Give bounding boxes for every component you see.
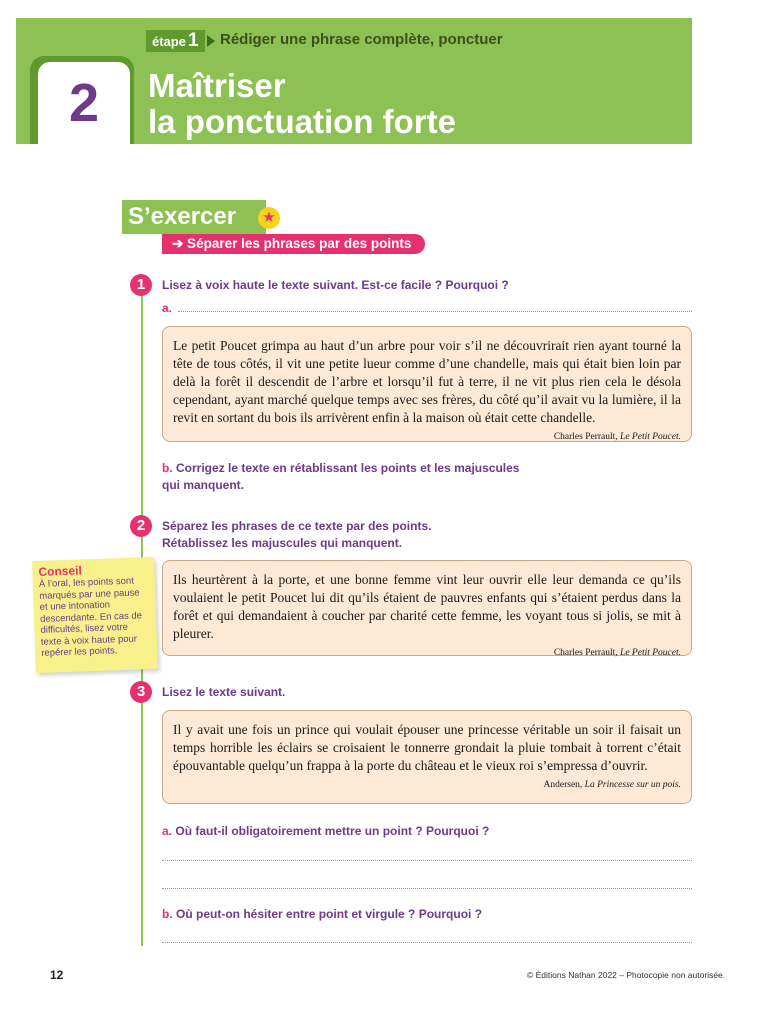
star-icon: ★ (258, 207, 280, 229)
conseil-title: Conseil (38, 563, 83, 579)
answer-line[interactable] (178, 311, 692, 312)
source-title: Le Petit Poucet. (620, 648, 681, 658)
source-author: Charles Perrault, (553, 648, 618, 658)
exercise-3-a (162, 823, 489, 840)
exercise-1-source (173, 431, 681, 444)
conseil-text: À l’oral, les points sont marqués par une pause et une intonation descendante. En cas de difficultés, lisez votre texte à voix haute pour repérer les points. (38, 575, 143, 659)
exercise-2-instruction (162, 518, 431, 552)
exercise-3-a-question: Où faut-il obligatoirement mettre un point ? Pourquoi ? (175, 824, 490, 838)
exercise-2-text-box (162, 560, 692, 656)
exercise-2-text: Ils heurtèrent à la porte, et une bonne femme vint leur ouvrir elle leur demanda ce qu’ils voulaient le petit Poucet lui dit qu’ils étaient de pauvres enfants qui s’étaient perdus dans la forêt et qui demandaient à coucher par charité cette femme, les voyant tous si jolis, se mit à pleurer. (173, 572, 681, 641)
exercise-3-instruction: Lisez le texte suivant. (162, 685, 286, 699)
exercise-1-text: Le petit Poucet grimpa au haut d’un arbre pour voir s’il ne découvrirait rien ayant tourné la tête de tous côtés, il vit une petite lueur comme d’une chandelle, mais qui était bien loin par delà la forêt il descendit de l’arbre et lorsqu’il fut à terre, il ne vit plus rien cela le désola cependant, ayant marché quelque temps avec ses frères, du côté qu’il avait vu la lumière, il la revit en sortant du bois ils arrivèrent enfin à la maison où était cette chandelle. (173, 338, 681, 425)
copyright-notice: © Éditions Nathan 2022 – Photocopie non autorisée. (527, 970, 726, 980)
chapter-title-line2: la ponctuation forte (148, 103, 456, 140)
exercise-3-text: Il y avait une fois un prince qui voulait épouser une princesse véritable un soir il faisait un temps horrible les éclairs se croisaient le tonnerre grondait la pluie tombait à torrent c’était épouvantable quelqu’un frappa à la porte du château et le vieux roi s’empressa d’ouvrir. (173, 722, 681, 773)
conseil-note (32, 557, 158, 673)
exercise-1-a-label: a. (162, 301, 173, 315)
exercise-1-instruction: Lisez à voix haute le texte suivant. Est-ce facile ? Pourquoi ? (162, 278, 509, 292)
exercise-1-b-line1: Corrigez le texte en rétablissant les points et les majuscules (176, 461, 520, 475)
answer-line[interactable] (162, 942, 692, 943)
source-title: Le Petit Poucet. (620, 432, 681, 442)
exercise-3-a-label: a. (162, 824, 173, 838)
etape-label: étape (152, 33, 186, 49)
subsection-heading: ➔ Séparer les phrases par des points (162, 234, 425, 254)
exercise-number-2: 2 (130, 515, 152, 537)
exercise-3-source (173, 779, 681, 792)
etape-badge (146, 30, 205, 52)
arrow-right-icon (207, 35, 215, 47)
section-heading: S’exercer (122, 200, 266, 234)
exercise-1-text-box (162, 326, 692, 442)
source-author: Charles Perrault, (553, 432, 618, 442)
exercise-number-3: 3 (130, 681, 152, 703)
exercise-3-b-question: Où peut-on hésiter entre point et virgule ? Pourquoi ? (176, 907, 483, 921)
source-title: La Princesse sur un pois. (584, 780, 681, 790)
chapter-number: 2 (68, 73, 100, 133)
chapter-title-line1: Maîtriser (148, 67, 286, 104)
exercise-1-b-line2: qui manquent. (162, 478, 244, 492)
exercise-1-b-label: b. (162, 461, 173, 475)
exercise-2-source (173, 647, 681, 660)
etape-title: Rédiger une phrase complète, ponctuer (220, 31, 503, 48)
exercise-3-b (162, 906, 482, 923)
exercise-number-1: 1 (130, 274, 152, 296)
page-number: 12 (50, 968, 64, 982)
etape-number: 1 (187, 30, 199, 51)
exercise-3-text-box (162, 710, 692, 804)
source-author: Andersen, (543, 780, 583, 790)
exercise-3-b-label: b. (162, 907, 173, 921)
exercise-1-b (162, 460, 519, 494)
answer-line[interactable] (162, 860, 692, 861)
exercise-2-instruction-line2: Rétablissez les majuscules qui manquent. (162, 536, 403, 550)
exercise-2-instruction-line1: Séparez les phrases de ce texte par des points. (162, 519, 432, 533)
answer-line[interactable] (162, 888, 692, 889)
chapter-title (148, 68, 456, 140)
